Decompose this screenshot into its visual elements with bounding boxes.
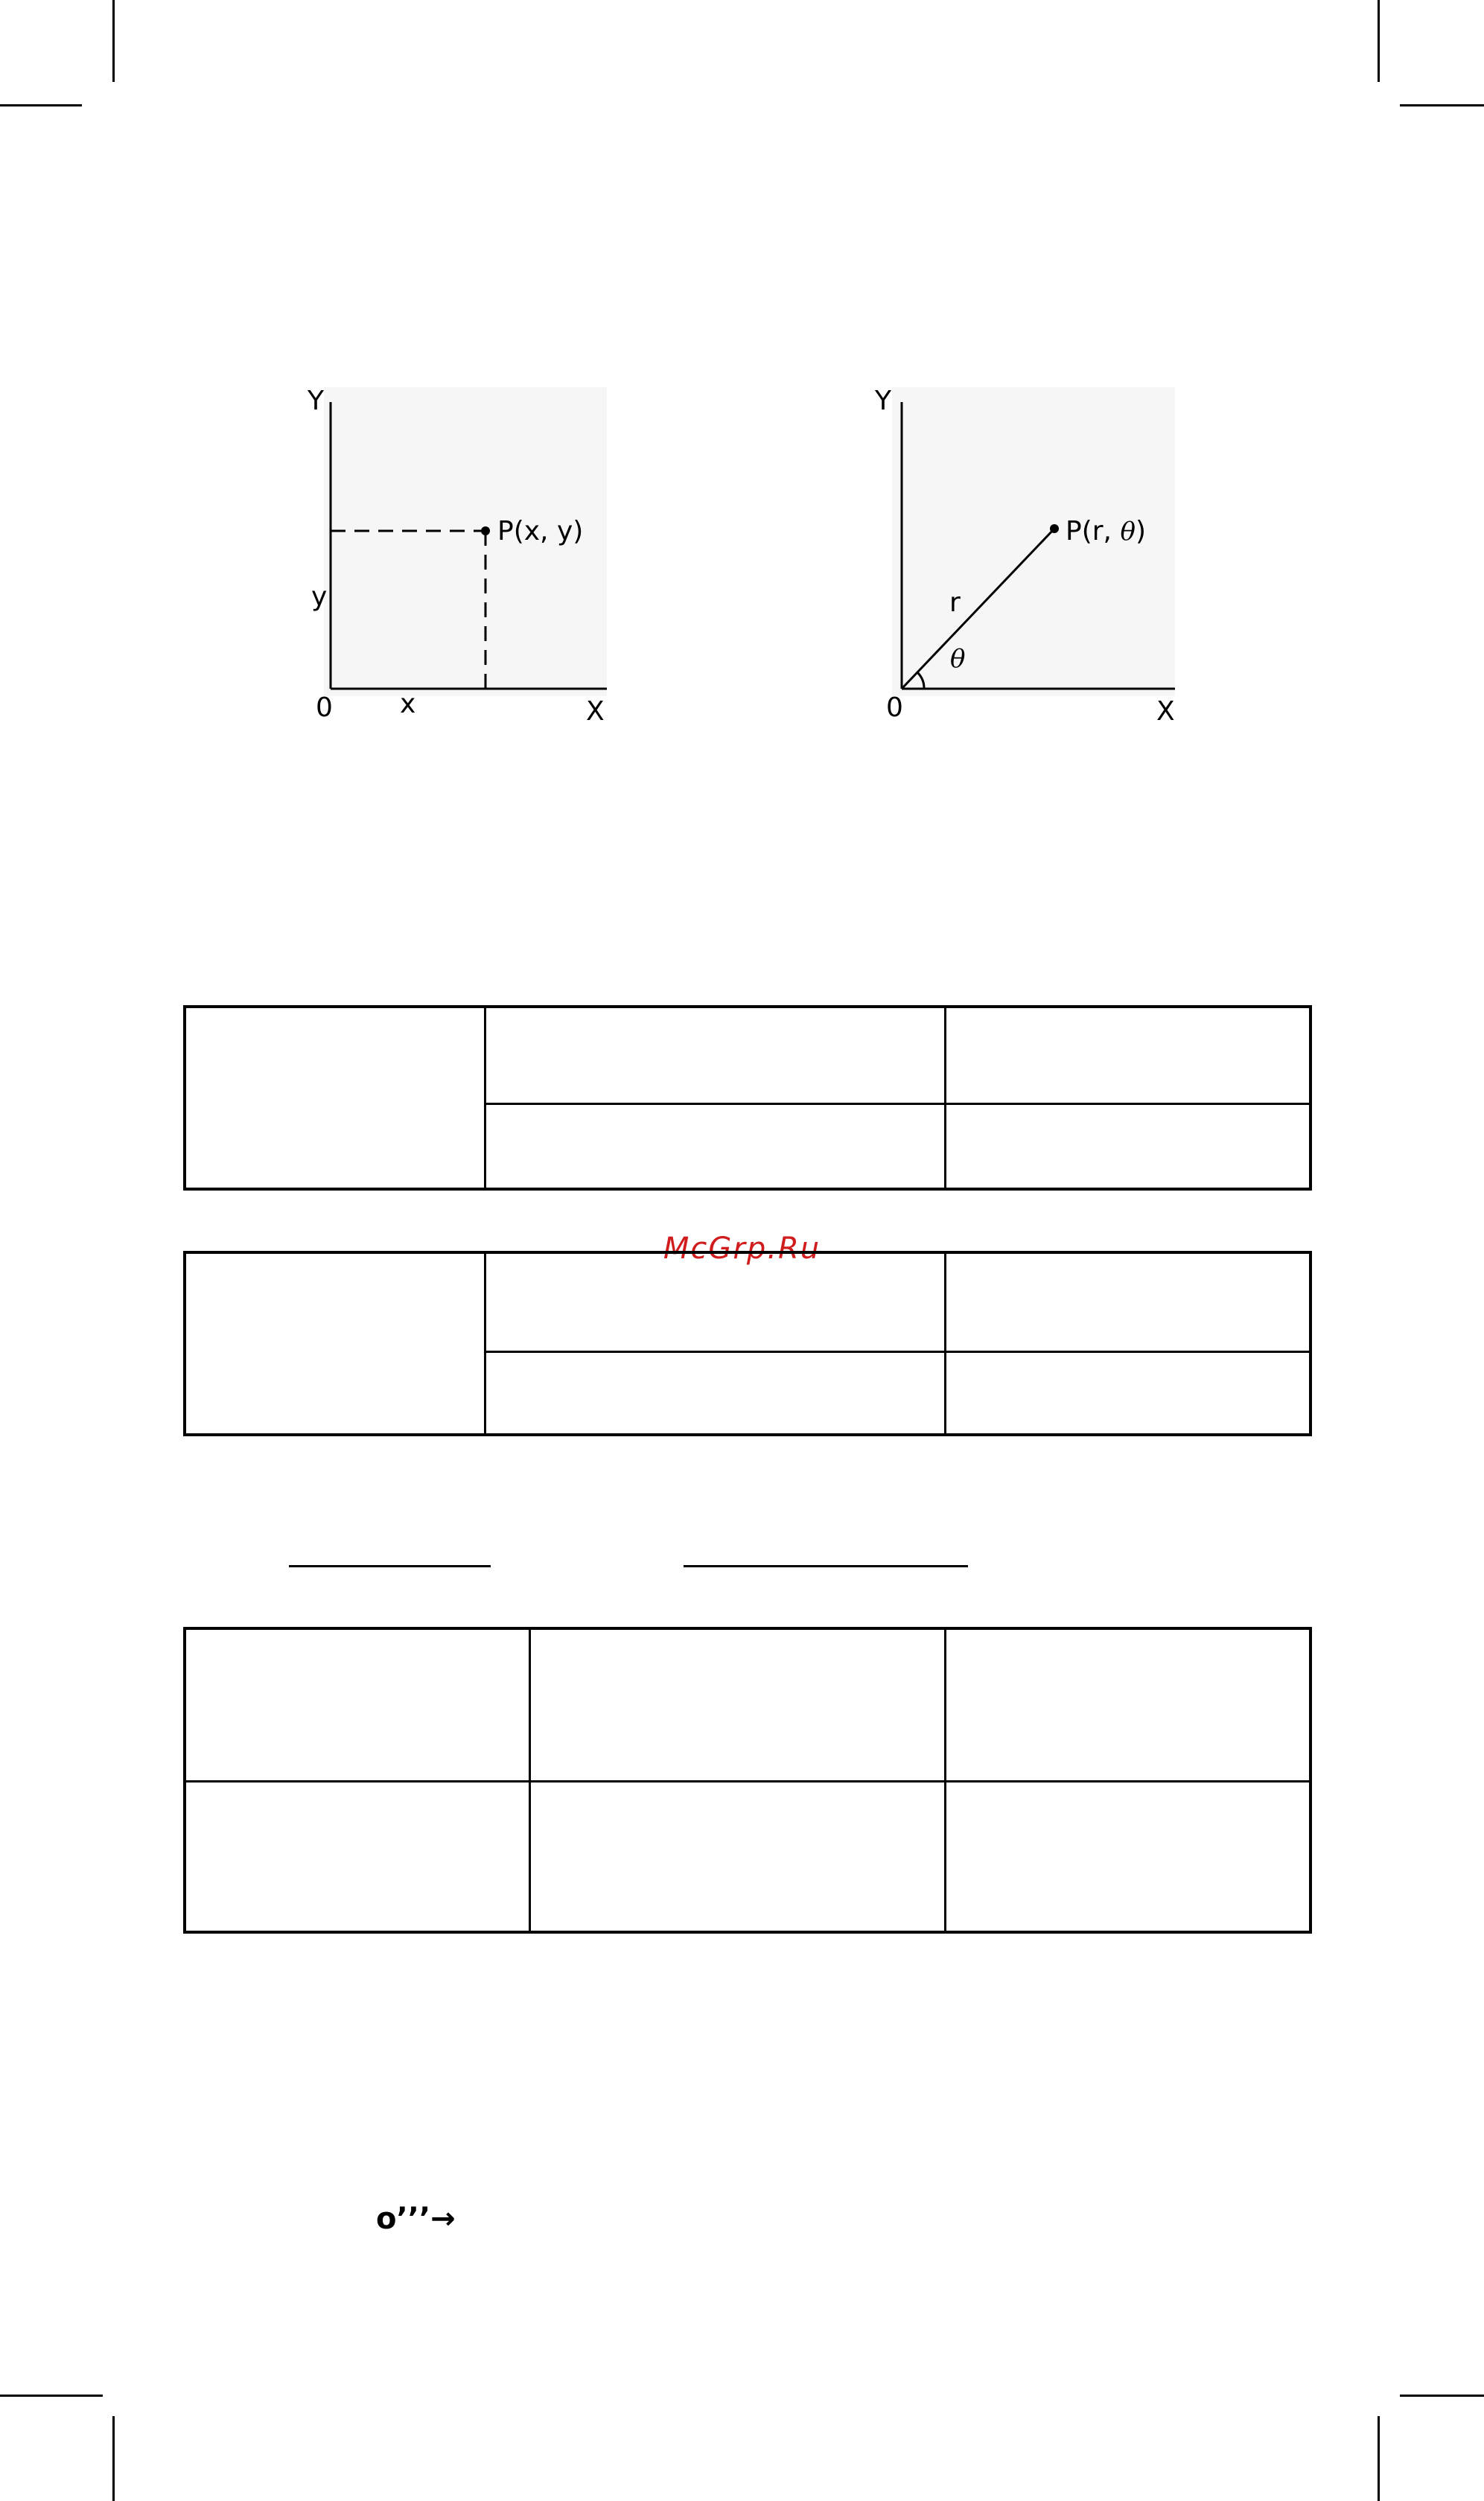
origin-label: 0: [316, 692, 333, 723]
point-label-suffix: ): [1135, 516, 1146, 547]
crop-mark-bottom-left-v: [112, 2416, 115, 2501]
rectangular-coordinates-diagram: [298, 380, 625, 737]
table-2-row-divider: [484, 1351, 1309, 1353]
theta-label: θ: [950, 644, 966, 674]
table-1-col-divider-1: [484, 1008, 486, 1188]
crop-mark-top-right-v: [1378, 0, 1380, 82]
crop-mark-top-left-v: [112, 0, 115, 82]
polar-coordinates-diagram: [866, 380, 1194, 737]
axis-x-label: X: [586, 696, 605, 727]
y-coordinate-label: y: [311, 582, 328, 612]
radius-label: r: [949, 587, 961, 618]
table-2-col-divider-1: [484, 1254, 486, 1433]
crop-mark-top-left-h: [0, 104, 82, 106]
point-label-prefix: P(r,: [1066, 516, 1121, 547]
underline-1: [289, 1565, 491, 1567]
point-label: P(x, y): [497, 516, 584, 547]
table-2-col-divider-2: [944, 1254, 946, 1433]
x-coordinate-label: x: [400, 689, 416, 719]
crop-mark-bottom-left-h: [0, 2395, 103, 2397]
degree-minute-second-key-symbol: o’’’→: [376, 2202, 456, 2236]
table-2: [183, 1251, 1312, 1436]
underline-2: [684, 1565, 968, 1567]
crop-mark-top-right-h: [1400, 104, 1484, 106]
table-3-row-divider: [186, 1780, 1309, 1782]
table-1-col-divider-2: [944, 1008, 946, 1188]
point-label-theta: θ: [1120, 517, 1136, 547]
crop-mark-bottom-right-v: [1378, 2416, 1380, 2501]
point-dot: [1050, 524, 1059, 533]
table-3: [183, 1627, 1312, 1934]
origin-label: 0: [886, 692, 903, 723]
axis-x-label: X: [1156, 696, 1175, 727]
table-1: [183, 1005, 1312, 1191]
crop-mark-bottom-right-h: [1400, 2395, 1484, 2397]
watermark: McGrp.Ru: [663, 1232, 821, 1266]
axis-y-label: Y: [308, 386, 324, 416]
point-dot: [481, 526, 490, 535]
table-1-row-divider: [484, 1103, 1309, 1105]
point-label: [1066, 516, 1146, 547]
axis-y-label: Y: [875, 386, 891, 416]
